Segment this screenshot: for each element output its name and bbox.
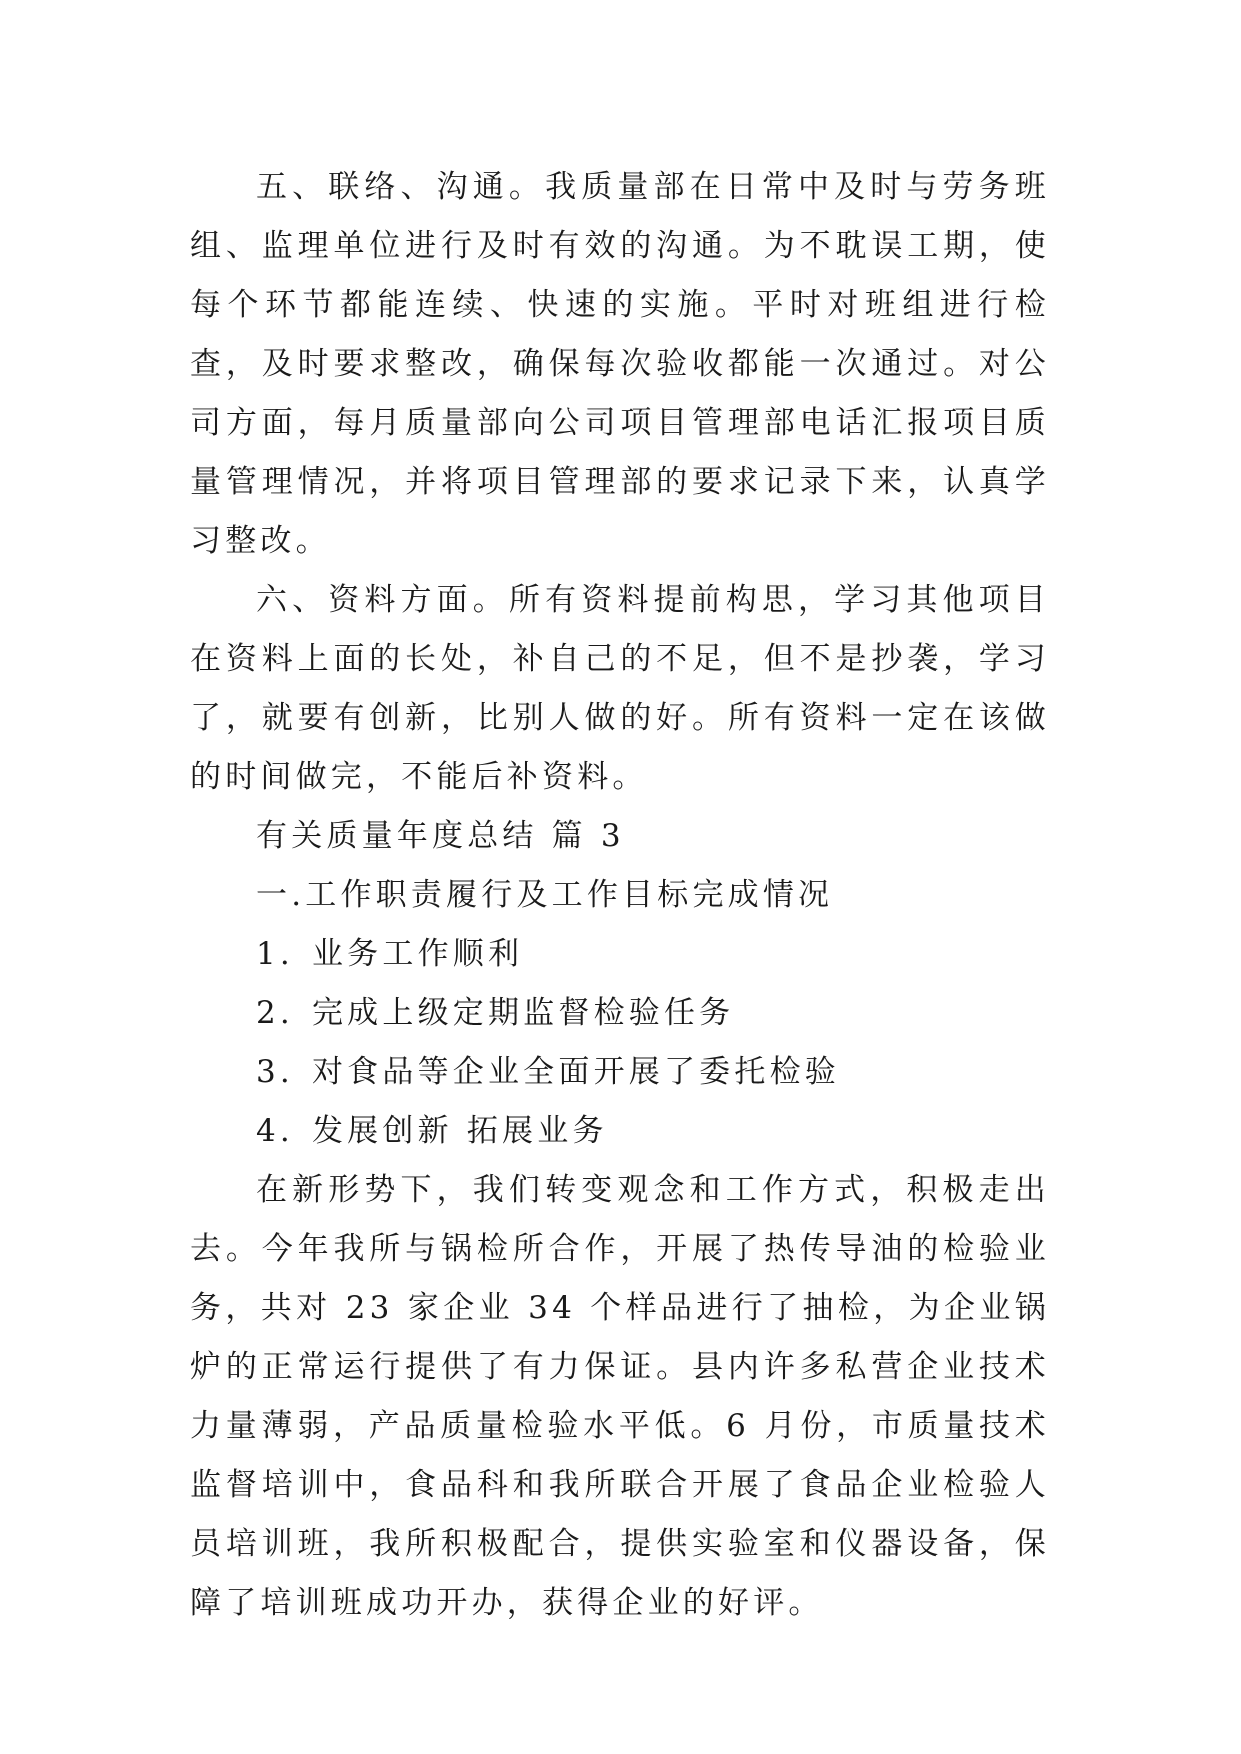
list-item-number: 1.	[256, 936, 294, 972]
subheading-duties: 一.工作职责履行及工作目标完成情况	[256, 877, 834, 913]
document-body	[190, 158, 1050, 1633]
list-item	[190, 984, 1050, 1043]
paragraph-new-situation: 在新形势下，我们转变观念和工作方式，积极走出去。今年我所与锅检所合作，开展了热传导油的检验业务，共对 23 家企业 34 个样品进行了抽检，为企业锅炉的正常运行提供了有力保证。县内许多私营企业技术力量薄弱，产品质量检验水平低。6 月份，市质量技术监督培训中，食品科和我所联合开展了食品企业检验人员培训班，我所积极配合，提供实验室和仪器设备，保障了培训班成功开办，获得企业的好评。	[190, 1172, 1050, 1621]
list-item-text: 发展创新 拓展业务	[311, 1113, 608, 1149]
list-item	[190, 1043, 1050, 1102]
list-item	[190, 925, 1050, 984]
list-item-number: 3.	[256, 1054, 294, 1090]
list-item-number: 4.	[256, 1113, 294, 1149]
list-item-text: 对食品等企业全面开展了委托检验	[311, 1054, 840, 1090]
paragraph-documentation: 六、资料方面。所有资料提前构思，学习其他项目在资料上面的长处，补自己的不足，但不是抄袭，学习了，就要有创新，比别人做的好。所有资料一定在该做的时间做完，不能后补资料。	[190, 582, 1050, 795]
list-item	[190, 1102, 1050, 1161]
paragraph-liaison-communication: 五、联络、沟通。我质量部在日常中及时与劳务班组、监理单位进行及时有效的沟通。为不耽误工期，使每个环节都能连续、快速的实施。平时对班组进行检查，及时要求整改，确保每次验收都能一次通过。对公司方面，每月质量部向公司项目管理部电话汇报项目质量管理情况，并将项目管理部的要求记录下来，认真学习整改。	[190, 169, 1050, 559]
list-item-text: 完成上级定期监督检验任务	[311, 995, 735, 1031]
numbered-list	[190, 925, 1050, 1161]
list-item-text: 业务工作顺利	[311, 936, 524, 972]
section-title: 有关质量年度总结 篇 3	[256, 818, 625, 854]
list-item-number: 2.	[256, 995, 294, 1031]
